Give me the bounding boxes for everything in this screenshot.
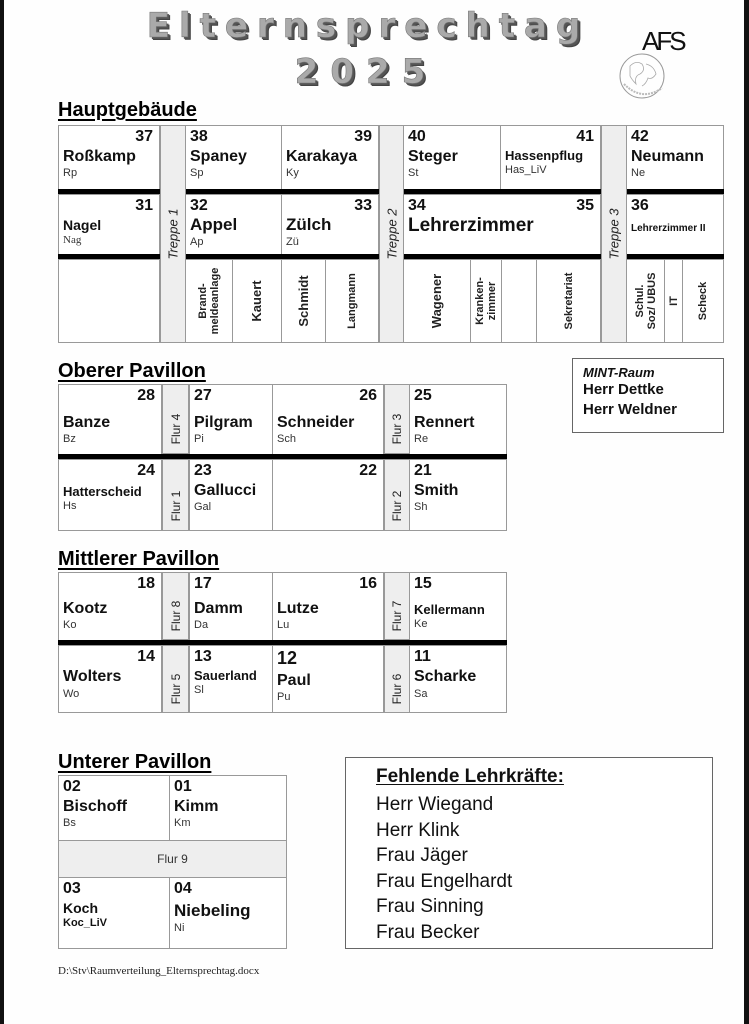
corridor-label: Flur 6 bbox=[390, 673, 404, 705]
room-kauert[interactable] bbox=[232, 259, 282, 343]
corridor-flur-3 bbox=[384, 384, 410, 454]
room-number: 27 bbox=[194, 387, 212, 404]
teacher-name: Kootz bbox=[63, 600, 108, 617]
room-krankenzimmer[interactable] bbox=[470, 259, 502, 343]
room-label: Kranken- zimmer bbox=[474, 277, 498, 325]
room-empty-2 bbox=[501, 259, 537, 343]
corridor-flur-5 bbox=[162, 645, 189, 713]
section-heading-oberer-pavillon: Oberer Pavillon bbox=[58, 360, 206, 382]
room-number: 24 bbox=[137, 462, 155, 479]
room-number: 22 bbox=[359, 462, 377, 479]
teacher-abbreviation: Bs bbox=[63, 817, 76, 829]
teacher-name: Scharke bbox=[414, 668, 477, 685]
room-number: 37 bbox=[135, 128, 153, 145]
room-17[interactable] bbox=[189, 572, 273, 642]
room-12[interactable] bbox=[272, 645, 384, 713]
teacher-abbreviation: Nag bbox=[63, 234, 82, 246]
room-21[interactable] bbox=[409, 459, 507, 531]
room-number: 18 bbox=[137, 575, 155, 592]
room-02[interactable] bbox=[58, 775, 170, 841]
room-number: 38 bbox=[190, 128, 208, 145]
missing-teacher: Herr Klink bbox=[376, 819, 460, 841]
teacher-abbreviation: Rp bbox=[63, 167, 78, 179]
teacher-name: Zülch bbox=[286, 215, 332, 234]
room-schmidt[interactable] bbox=[281, 259, 326, 343]
room-42[interactable] bbox=[626, 125, 724, 191]
room-number: 36 bbox=[631, 197, 649, 214]
corridor-label: Flur 8 bbox=[168, 600, 183, 632]
room-38[interactable] bbox=[185, 125, 282, 191]
corridor-flur-6 bbox=[384, 645, 410, 713]
room-name: Lehrerzimmer bbox=[408, 215, 534, 236]
room-number: 16 bbox=[359, 575, 377, 592]
room-18[interactable] bbox=[58, 572, 162, 642]
mint-teacher: Herr Dettke bbox=[583, 381, 664, 398]
room-label: Brand- meldeanlage bbox=[197, 267, 221, 335]
room-number: 11 bbox=[414, 648, 431, 665]
room-number: 32 bbox=[190, 197, 208, 214]
teacher-abbreviation: Hs bbox=[63, 500, 77, 512]
teacher-name: Banze bbox=[63, 414, 111, 431]
corridor-flur-2 bbox=[384, 459, 410, 531]
teacher-abbreviation: Pu bbox=[277, 691, 291, 703]
teacher-abbreviation: Lu bbox=[277, 619, 290, 631]
teacher-name: Appel bbox=[190, 215, 238, 234]
room-number: 23 bbox=[194, 462, 212, 479]
section-heading-hauptgebaeude: Hauptgebäude bbox=[58, 99, 197, 121]
mint-room-box bbox=[572, 358, 724, 433]
room-33[interactable] bbox=[281, 194, 379, 256]
room-03[interactable] bbox=[58, 877, 170, 949]
teacher-abbreviation: Ap bbox=[190, 236, 204, 248]
room-label: Langmann bbox=[346, 273, 358, 329]
room-15[interactable] bbox=[409, 572, 507, 642]
room-32[interactable] bbox=[185, 194, 282, 256]
missing-teacher: Frau Sinning bbox=[376, 896, 484, 917]
staircase-label: Treppe 3 bbox=[606, 208, 622, 260]
room-label: Wagener bbox=[429, 273, 444, 329]
teacher-abbreviation: Km bbox=[174, 817, 191, 829]
room-40[interactable] bbox=[403, 125, 501, 191]
room-23[interactable] bbox=[189, 459, 273, 531]
corridor-flur-8 bbox=[162, 572, 189, 640]
room-31[interactable] bbox=[58, 194, 160, 256]
corridor-flur-7 bbox=[384, 572, 410, 640]
room-number: 41 bbox=[576, 128, 594, 145]
room-11[interactable] bbox=[409, 645, 507, 713]
room-empty bbox=[58, 259, 160, 343]
teacher-abbreviation: Ky bbox=[286, 167, 299, 179]
missing-teachers-box bbox=[345, 757, 713, 949]
file-path-footer: D:\Stv\Raumverteilung_Elternsprechtag.docx bbox=[58, 965, 260, 977]
staircase-label: Treppe 2 bbox=[384, 208, 399, 260]
teacher-name: Steger bbox=[408, 148, 458, 165]
room-wagener[interactable] bbox=[403, 259, 471, 343]
teacher-name: Karakaya bbox=[286, 148, 358, 165]
room-number: 02 bbox=[63, 778, 81, 795]
room-brandmeldeanlage[interactable] bbox=[185, 259, 233, 343]
room-name: Lehrerzimmer II bbox=[631, 223, 706, 234]
teacher-abbreviation: Pi bbox=[194, 433, 204, 445]
teacher-name: Rennert bbox=[414, 414, 475, 431]
room-it[interactable] bbox=[664, 259, 683, 343]
corridor-label: Flur 9 bbox=[157, 852, 188, 866]
room-number: 26 bbox=[359, 387, 377, 404]
room-24[interactable] bbox=[58, 459, 162, 531]
teacher-abbreviation: Zü bbox=[286, 236, 299, 248]
teacher-abbreviation: St bbox=[408, 167, 419, 179]
teacher-name: Nagel bbox=[63, 217, 102, 233]
teacher-abbreviation: Gal bbox=[194, 501, 212, 513]
room-number: 21 bbox=[414, 462, 432, 479]
teacher-abbreviation: Sp bbox=[190, 167, 204, 179]
teacher-abbreviation: Sl bbox=[194, 684, 204, 696]
room-number: 15 bbox=[414, 575, 432, 592]
room-number: 42 bbox=[631, 128, 649, 145]
logo-lettering: AFS bbox=[642, 26, 684, 56]
document-year: 2025 bbox=[294, 52, 438, 92]
room-34-35[interactable] bbox=[403, 194, 601, 256]
teacher-name: Paul bbox=[277, 672, 311, 689]
teacher-name: Damm bbox=[194, 600, 243, 617]
room-label: Schmidt bbox=[295, 275, 311, 327]
teacher-abbreviation: Sh bbox=[414, 501, 428, 513]
corridor-label: Flur 3 bbox=[390, 413, 404, 445]
room-label: Schul. Soz/ UBUS bbox=[633, 272, 658, 330]
room-label: IT bbox=[667, 296, 680, 306]
room-26[interactable] bbox=[272, 384, 384, 456]
room-number: 33 bbox=[354, 197, 372, 214]
mint-room-label: MINT-Raum bbox=[583, 365, 655, 380]
teacher-name: Hatterscheid bbox=[63, 484, 142, 499]
room-number: 04 bbox=[174, 880, 192, 897]
room-37[interactable] bbox=[58, 125, 160, 191]
room-number: 01 bbox=[174, 778, 192, 795]
room-label: Scheck bbox=[697, 281, 709, 321]
room-14[interactable] bbox=[58, 645, 162, 713]
teacher-name: Spaney bbox=[190, 148, 247, 165]
room-16[interactable] bbox=[272, 572, 384, 642]
teacher-name: Koch bbox=[63, 900, 98, 916]
room-scheck[interactable] bbox=[682, 259, 724, 343]
room-number: 14 bbox=[137, 648, 155, 665]
staircase-1 bbox=[160, 125, 186, 343]
room-number: 35 bbox=[576, 197, 594, 214]
teacher-name: Hassenpflug bbox=[505, 148, 584, 163]
corridor-label: Flur 2 bbox=[390, 490, 404, 521]
missing-teachers-list bbox=[376, 792, 512, 945]
school-logo bbox=[612, 24, 688, 102]
teacher-name: Sauerland bbox=[194, 668, 257, 683]
room-01[interactable] bbox=[169, 775, 287, 841]
room-number: 12 bbox=[277, 648, 298, 668]
teacher-name: Neumann bbox=[631, 148, 704, 165]
room-number: 03 bbox=[63, 880, 81, 897]
document-title: Elternsprechtag bbox=[146, 6, 590, 46]
room-number: 31 bbox=[135, 197, 153, 214]
room-04[interactable] bbox=[169, 877, 287, 949]
missing-teacher: Frau Jäger bbox=[376, 845, 468, 866]
missing-teacher: Frau Becker bbox=[376, 921, 480, 943]
teacher-name: Kellermann bbox=[414, 602, 485, 617]
teacher-name: Niebeling bbox=[174, 901, 251, 920]
corridor-flur-9 bbox=[58, 840, 287, 878]
teacher-abbreviation: Ke bbox=[414, 618, 428, 630]
room-langmann[interactable] bbox=[325, 259, 379, 343]
teacher-name: Roßkamp bbox=[63, 148, 136, 165]
teacher-name: Smith bbox=[414, 482, 459, 499]
room-number: 39 bbox=[354, 128, 372, 145]
corridor-label: Flur 7 bbox=[390, 600, 404, 632]
corridor-label: Flur 1 bbox=[168, 490, 183, 521]
section-heading-unterer-pavillon: Unterer Pavillon bbox=[58, 751, 212, 773]
room-label: Sekretariat bbox=[562, 272, 575, 330]
teacher-abbreviation: Sa bbox=[414, 688, 428, 700]
teacher-name: Lutze bbox=[277, 600, 319, 617]
room-41[interactable] bbox=[500, 125, 601, 191]
corridor-flur-4 bbox=[162, 384, 189, 454]
corridor-label: Flur 4 bbox=[168, 413, 183, 445]
staircase-label: Treppe 1 bbox=[165, 208, 181, 260]
mint-teacher: Herr Weldner bbox=[583, 401, 677, 418]
teacher-abbreviation: Da bbox=[194, 619, 209, 631]
room-36[interactable] bbox=[626, 194, 724, 256]
teacher-name: Bischoff bbox=[63, 798, 127, 815]
teacher-name: Gallucci bbox=[194, 482, 257, 499]
document-page bbox=[4, 0, 744, 1024]
missing-teacher: Frau Engelhardt bbox=[376, 870, 513, 892]
teacher-abbreviation: Re bbox=[414, 433, 429, 445]
teacher-name: Wolters bbox=[63, 668, 122, 685]
room-number: 34 bbox=[408, 197, 426, 214]
teacher-abbreviation: Ne bbox=[631, 167, 646, 179]
room-number: 17 bbox=[194, 575, 212, 592]
teacher-abbreviation: Bz bbox=[63, 433, 76, 445]
room-label: Kauert bbox=[249, 280, 264, 322]
section-heading-mittlerer-pavillon: Mittlerer Pavillon bbox=[58, 548, 220, 570]
room-number: 25 bbox=[414, 387, 432, 404]
room-25[interactable] bbox=[409, 384, 507, 456]
teacher-abbreviation: Has_LiV bbox=[505, 164, 547, 176]
teacher-abbreviation: Wo bbox=[63, 688, 80, 700]
room-schulsozialarbeit[interactable] bbox=[626, 259, 665, 343]
room-22[interactable] bbox=[272, 459, 384, 531]
teacher-abbreviation: Koc_LiV bbox=[63, 917, 108, 929]
missing-teachers-heading: Fehlende Lehrkräfte: bbox=[376, 766, 564, 787]
corridor-flur-1 bbox=[162, 459, 189, 531]
teacher-abbreviation: Sch bbox=[277, 433, 296, 445]
teacher-name: Schneider bbox=[277, 414, 355, 431]
teacher-name: Pilgram bbox=[194, 414, 253, 431]
room-13[interactable] bbox=[189, 645, 273, 713]
room-28[interactable] bbox=[58, 384, 162, 456]
staircase-3 bbox=[601, 125, 627, 343]
room-27[interactable] bbox=[189, 384, 273, 456]
room-number: 13 bbox=[194, 648, 212, 665]
staircase-2 bbox=[379, 125, 404, 343]
teacher-abbreviation: Ko bbox=[63, 619, 77, 631]
room-number: 28 bbox=[137, 387, 155, 404]
room-39[interactable] bbox=[281, 125, 379, 191]
room-number: 40 bbox=[408, 128, 426, 145]
teacher-abbreviation: Ni bbox=[174, 922, 185, 934]
corridor-label: Flur 5 bbox=[168, 673, 183, 705]
room-sekretariat[interactable] bbox=[536, 259, 601, 343]
teacher-name: Kimm bbox=[174, 798, 219, 815]
missing-teacher: Herr Wiegand bbox=[376, 794, 494, 815]
